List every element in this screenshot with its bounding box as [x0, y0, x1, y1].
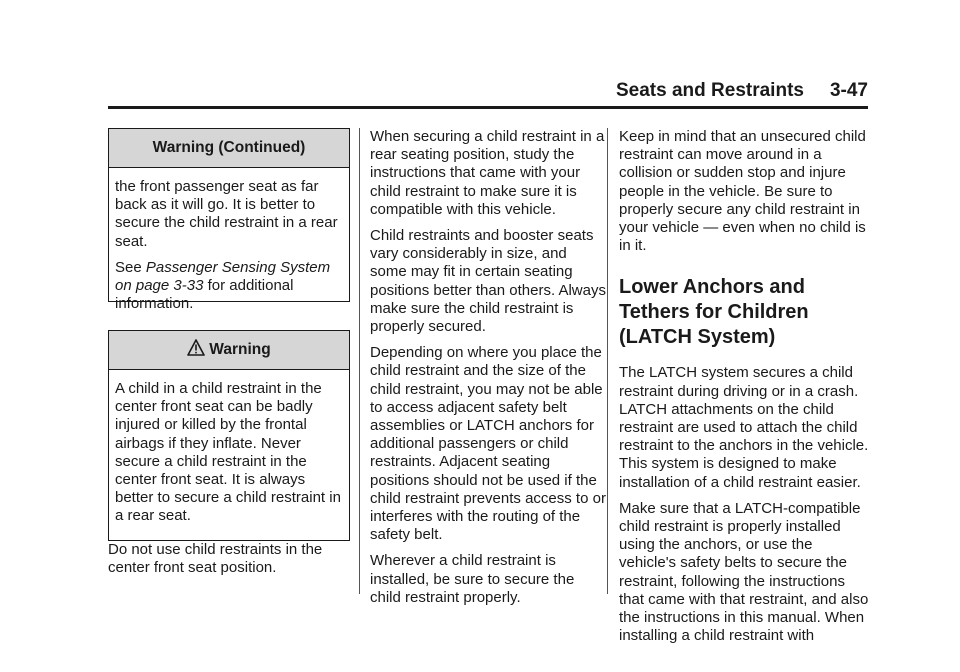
- column-middle: [370, 128, 606, 615]
- page-number: 3-47: [829, 80, 868, 101]
- warning-box-body: [109, 168, 349, 325]
- warning-box-title: Warning (Continued): [109, 129, 349, 168]
- body-paragraph: Do not use child restraints in the center front seat position.: [108, 541, 323, 577]
- warning-triangle-icon: [187, 339, 205, 361]
- body-paragraph: Make sure that a LATCH-compatible child restraint is properly installed using the anchors, or use the vehicle's safety belts to secure the restraint, following the instructions that came with that restraint, and also the instructions in this manual. When installing a child restraint with: [619, 499, 869, 645]
- body-paragraph: Wherever a child restraint is installed, be sure to secure the child restraint properly.: [370, 552, 575, 606]
- column-divider-right: [607, 128, 608, 594]
- warning-box: [108, 330, 350, 541]
- section-heading: Lower Anchors and Tethers for Children (LATCH System): [619, 276, 809, 349]
- column-left: [108, 128, 350, 585]
- section-title: Seats and Restraints: [616, 80, 804, 101]
- reference-suffix: for additional information.: [115, 277, 294, 313]
- body-paragraph: Depending on where you place the child restraint and the size of the child restraint, you may not be able to access adjacent safety belt assemblies or LATCH anchors for additional passengers or child restraints. Adjacent seating positions should not be used if the child restraint prevents access to or interferes with the routing of the safety belt.: [370, 344, 606, 544]
- body-paragraph: Keep in mind that an unsecured child restraint can move around in a collision or sudden stop and injure people in the vehicle. Be sure to properly secure any child restraint in your vehicle — even when no child is in it.: [619, 128, 866, 255]
- warning-reference-paragraph: [115, 259, 343, 314]
- warning-paragraph: A child in a child restraint in the center front seat can be badly injured or killed by the frontal airbags if they inflate. Never secure a child restraint in the center front seat. It is always better to secure a child restraint in a rear seat.: [115, 380, 341, 525]
- cross-reference-link[interactable]: Passenger Sensing System on page 3-33: [115, 258, 331, 295]
- warning-box-body: [109, 370, 349, 538]
- column-divider-left: [359, 128, 360, 594]
- column-right: [619, 128, 871, 653]
- body-paragraph: Child restraints and booster seats vary considerably in size, and some may fit in certain seating positions better than others. Always make sure the child restraint is properly secured.: [370, 227, 606, 336]
- warning-box-title: Warning: [209, 340, 271, 358]
- warning-box-continued: [108, 128, 350, 313]
- body-paragraph: When securing a child restraint in a rear seating position, study the instructions that came with your child restraint to make sure it is compatible with this vehicle.: [370, 128, 605, 218]
- warning-paragraph: the front passenger seat as far back as it will go. It is better to secure the child restraint in a rear seat.: [115, 178, 338, 250]
- body-paragraph: The LATCH system secures a child restraint during driving or in a crash. LATCH attachments on the child restraint are used to attach the child restraint to the anchors in the vehicle. This system is designed to make installation of a child restraint easier.: [619, 364, 869, 491]
- warning-box-header: [109, 331, 349, 370]
- page-header: [108, 78, 868, 109]
- reference-prefix: See: [115, 258, 146, 276]
